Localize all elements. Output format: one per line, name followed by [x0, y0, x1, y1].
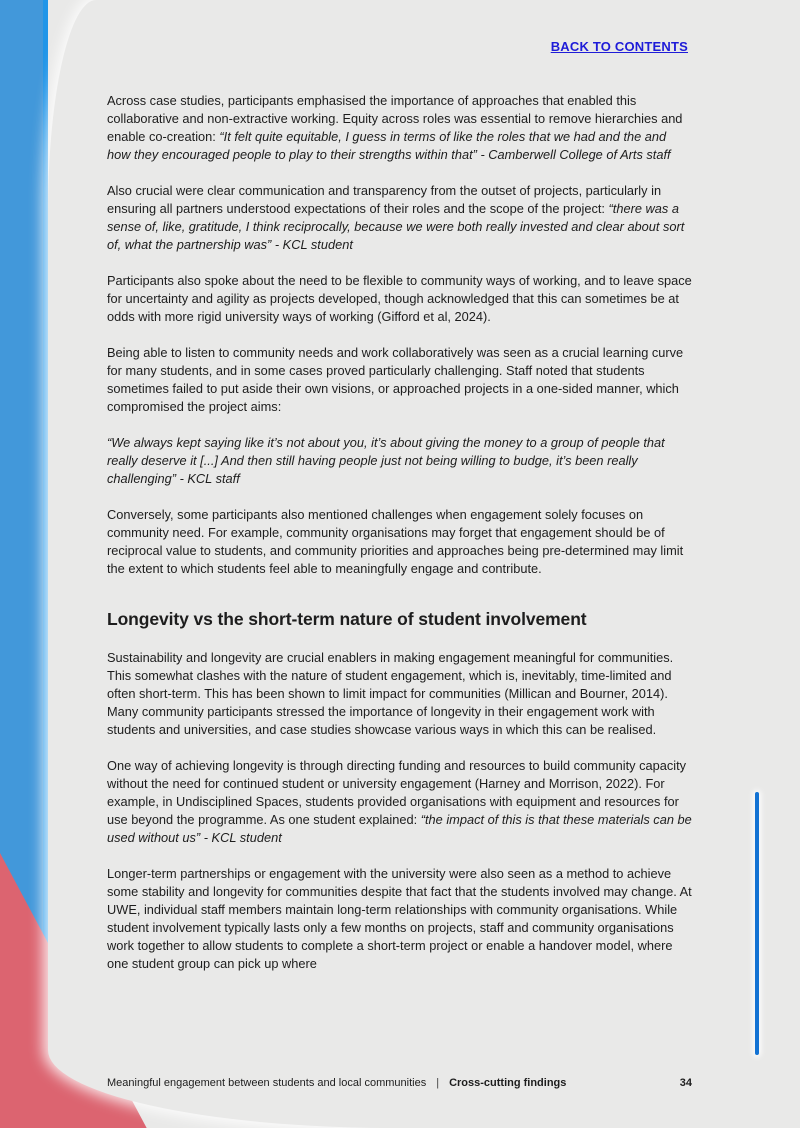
quote-text: “there was a sense of, like, gratitude, I think reciprocally, because we were both really invested and clear about sort of, what the partnership was” - KCL student — [107, 201, 685, 252]
paragraph-text: Longer-term partnerships or engagement with the university were also seen as a method to achieve some stability and longevity for communities despite that fact that the students involved may change. At UWE, individual staff members maintain long-term relationships with community organisations. While student involvement typically lasts only a few months on projects, staff and community organisations work together to allow students to complete a short-term project or enable a handover model, where one student group can pick up where — [107, 866, 692, 971]
footer-separator: | — [436, 1077, 440, 1089]
footer-doc-title: Meaningful engagement between students and local communities — [107, 1077, 427, 1089]
body-paragraph — [107, 865, 692, 973]
body-paragraph — [107, 434, 692, 488]
page-number: 34 — [679, 1077, 692, 1089]
paragraph-text: Conversely, some participants also mentioned challenges when engagement solely focuses on community need. For example, community organisations may forget that engagement should be of reciprocal value to students, and community priorities and approaches being pre-determined may limit the extent to which students feel able to meaningfully engage and contribute. — [107, 507, 684, 576]
quote-text: “It felt quite equitable, I guess in terms of like the roles that we had and the and how they encouraged people to play to their strengths within that” - Camberwell College of Arts staff — [107, 129, 671, 162]
back-to-contents-link[interactable]: BACK TO CONTENTS — [550, 39, 688, 54]
body-paragraph — [107, 506, 692, 578]
body-paragraph — [107, 757, 692, 847]
content-blocks — [107, 92, 692, 991]
quote-text: “We always kept saying like it’s not about you, it’s about giving the money to a group of people that really deserve it [...] And then still having people just not being willing to budge, it’s been really challenging” - KCL staff — [107, 435, 665, 486]
paragraph-text: One way of achieving longevity is through directing funding and resources to build community capacity without the need for continued student or university engagement (Harney and Morrison, 2022). For example, in Undisciplined Spaces, students provided organisations with equipment and resources for use beyond the programme. As one student explained: — [107, 758, 687, 827]
paragraph-text: Also crucial were clear communication and transparency from the outset of projects, particularly in ensuring all partners understood expectations of their roles and the scope of the project: — [107, 183, 662, 216]
paragraph-text: Being able to listen to community needs and work collaboratively was seen as a crucial learning curve for many students, and in some cases proved particularly challenging. Staff noted that students sometimes failed to put aside their own visions, or approached projects in a one-sided manner, which compromised the project aims: — [107, 345, 684, 414]
paragraph-text: Sustainability and longevity are crucial enablers in making engagement meaningful for communities. This somewhat clashes with the nature of student engagement, which is, inevitably, time-limited and often short-term. This has been shown to limit impact for communities (Millican and Bourner, 2014). Many community participants stressed the importance of longevity in their engagement work with students and universities, and case studies showcase various ways in which this can be realised. — [107, 650, 674, 737]
section-heading: Longevity vs the short-term nature of student involvement — [107, 609, 587, 629]
footer-section-label: Cross-cutting findings — [449, 1077, 567, 1089]
body-paragraph — [107, 92, 692, 164]
paragraph-text: Participants also spoke about the need to be flexible to community ways of working, and to leave space for uncertainty and agility as projects developed, though acknowledged that this can sometimes be at odds with more rigid university ways of working (Gifford et al, 2024). — [107, 273, 692, 324]
right-accent-rule — [755, 792, 759, 1055]
page-footer — [107, 1077, 692, 1089]
body-paragraph — [107, 272, 692, 326]
body-paragraph — [107, 344, 692, 416]
paragraph-text: Across case studies, participants emphasised the importance of approaches that enabled this collaborative and non-extractive working. Equity across roles was essential to remove hierarchies and enable co-creation: — [107, 93, 683, 144]
quote-text: “the impact of this is that these materials can be used without us” - KCL student — [107, 812, 692, 845]
body-paragraph — [107, 649, 692, 739]
body-paragraph — [107, 182, 692, 254]
